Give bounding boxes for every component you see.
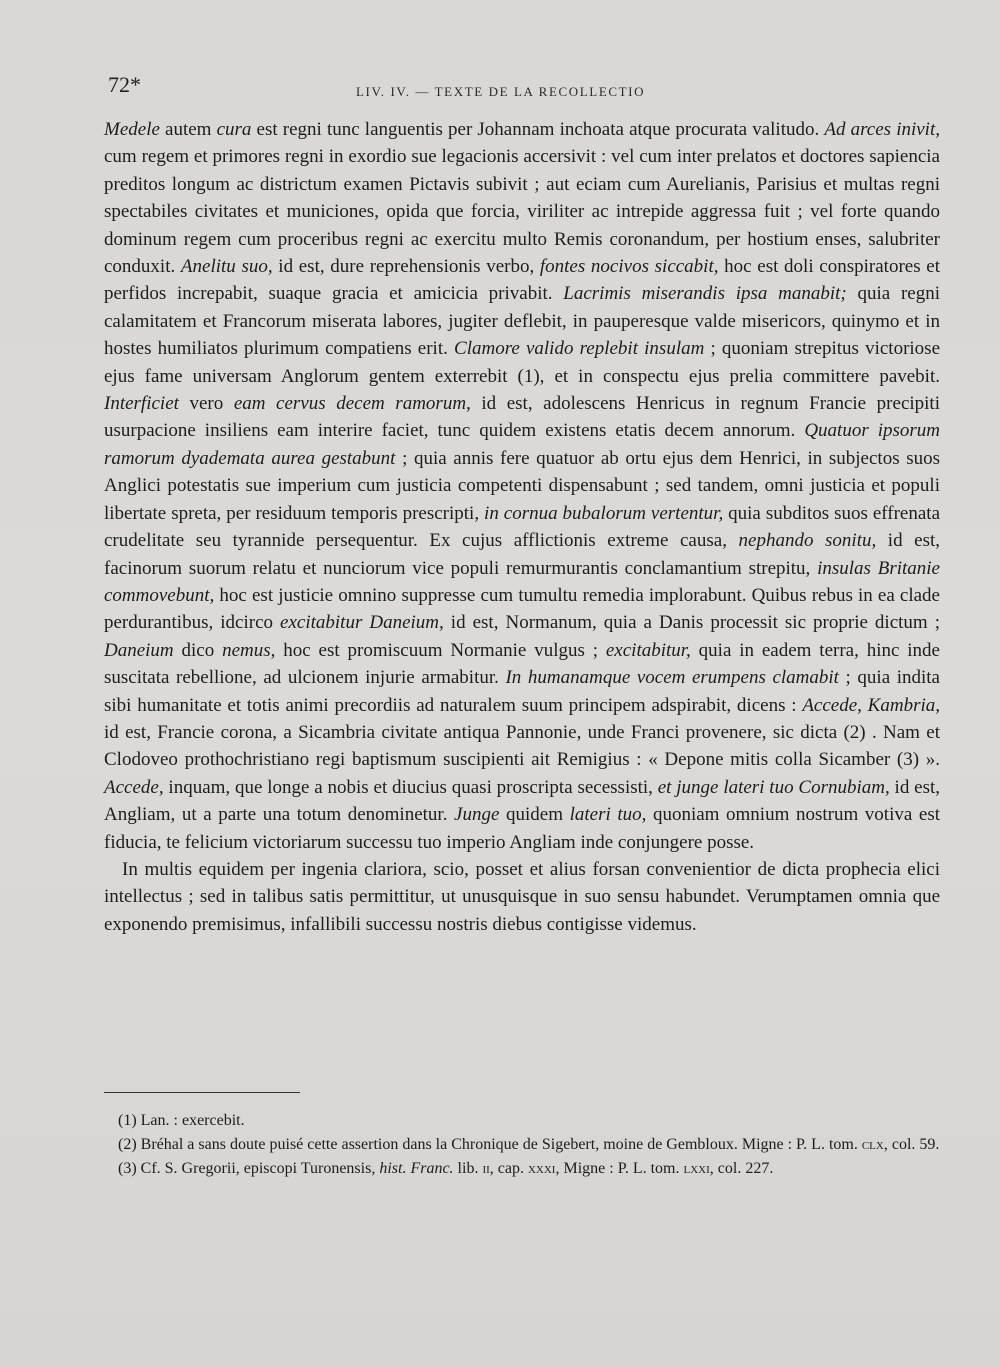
page-number: 72* xyxy=(108,72,141,97)
italic-run: Clamore valido replebit insulam xyxy=(454,338,705,360)
italic-run: Junge xyxy=(454,804,500,826)
running-title: LIV. IV. — TEXTE DE LA RECOLLECTIO xyxy=(356,84,646,99)
page-header xyxy=(108,72,940,108)
italic-run: eam cervus decem ramorum, xyxy=(233,393,471,415)
italic-run: cura xyxy=(216,119,252,140)
italic-run: excitabitur, xyxy=(605,639,691,661)
small-caps-run: ii xyxy=(482,1160,490,1177)
italic-run: Interficiet xyxy=(104,393,179,415)
footnote-1: (1) Lan. : exercebit. xyxy=(118,1112,245,1129)
italic-run: insulas Britanie commovebunt, xyxy=(104,557,940,606)
italic-run: Accede, Kambria, xyxy=(802,694,941,716)
footnote-2: (2) Bréhal a sans doute puisé cette assertion dans la Chronique de Sigebert, moine de Gembloux. Migne : P. L. tom. clx, col. 59. xyxy=(118,1136,940,1153)
italic-run: in cornua bubalorum vertentur, xyxy=(484,502,724,524)
italic-run: Accede, xyxy=(104,776,164,798)
italic-run: hist. Franc. xyxy=(379,1160,454,1177)
footnote-separator xyxy=(104,1092,300,1093)
small-caps-run: lxxi xyxy=(683,1160,710,1177)
paragraph-commentary: Medele autem cura est regni tunc languentis per Johannam inchoata atque procurata valitudo. Ad arces inivit, cum regem et primores regni in exordio sue legacionis accersivit : vel cum inter prelatos et doctores sapiencia preditos longum ac districtum examen Pictavis subivit ; aut eciam cum Aurelianis, Parisius et multas regni spectabiles civitates et municiones, opida que forcia, viriliter ac intrepide aggressa fuit ; vel forte quando dominum regem cum proceribus regni ac exercitu multo Remis coronandum, per hostium enses, salubriter conduxit. Anelitu suo, id est, dure reprehensionis verbo, fontes nocivos siccabit, hoc est doli conspiratores et perfidos increpabit, suaque gracia et amicicia privabit. Lacrimis miserandis ipsa manabit; quia regni calamitatem et Francorum miserata labores, jugiter deflebit, in pauperesque valde misericors, quinymo et in hostes humiliatos plurimum compatiens erit. Clamore valido replebit insulam ; quoniam strepitus victoriose ejus fame universam Anglorum gentem exterrebit (1), et in conspectu ejus prelia committere pavebit. Interficiet vero eam cervus decem ramorum, id est, adolescens Henricus in regnum Francie precipiti usurpacione insiliens eam interire faciet, tunc quidem existens etatis decem annorum. Quatuor ipsorum ramorum dyademata aurea gestabunt ; quia annis fere quatuor ab ortu ejus dem Henrici, in subjectos suos Anglici potestatis sue imperium cum justicia competenti dispensabunt ; sed tandem, omni justicia et populi libertate spreta, per residuum temporis prescripti, in cornua bubalorum vertentur, quia subditos suos effrenata crudelitate seu tyrannide persequentur. Ex cujus afflictionis extreme causa, nephando sonitu, id est, facinorum suorum relatu et nunciorum vice populi remurmurantis conclamantium strepitu, insulas Britanie commovebunt, hoc est justicie omnino suppresse cum tumultu remedia implorabunt. Quibus rebus in ea clade perdurantibus, idcirco excitabitur Daneium, id est, Normanum, quia a Danis processit sic proprie dictum ; Daneium dico nemus, hoc est promiscuum Normanie vulgus ; excitabitur, quia in eadem terra, hinc inde suscitata rebellione, ad ulcionem injurie armabitur. In humanamque vocem erumpens clamabit ; quia indita sibi humanitate et totis animi precordiis ad naturalem suum principem adspirabit, dicens : Accede, Kambria, id est, Francie corona, a Sicambria civitate antiqua Pannonie, unde Franci provenere, sic dicta (2) . Nam et Clodoveo prothochristiano regi baptismum suscipienti ait Remigius : « Depone mitis colla Sicamber (3) ». Accede, inquam, que longe a nobis et diucius quasi proscripta secessisti, et junge lateri tuo Cornubiam, id est, Angliam, ut a parte una totum denominetur. Junge quidem lateri tuo, quoniam omnium nostrum votiva est fiducia, te felicium victoriarum successu tuo imperio Angliam inde conjungere posse. xyxy=(104,119,941,853)
italic-run: Ad arces inivit, xyxy=(824,119,940,140)
italic-run: Anelitu suo, xyxy=(180,256,273,278)
italic-run: In humanamque vocem erumpens clamabit xyxy=(505,667,839,689)
footnote-3: (3) Cf. S. Gregorii, episcopi Turonensis, hist. Franc. lib. ii, cap. xxxi, Migne : P. L. tom. lxxi, col. 227. xyxy=(118,1160,774,1177)
italic-run: excitabitur Daneium, xyxy=(280,612,444,634)
main-text xyxy=(104,116,940,938)
italic-run: et junge lateri tuo Cornubiam, xyxy=(657,776,890,798)
italic-run: Daneium xyxy=(104,639,174,661)
small-caps-run: xxxi xyxy=(527,1160,556,1177)
italic-run: nephando sonitu, xyxy=(738,530,877,552)
italic-run: lateri tuo, xyxy=(569,804,647,826)
italic-run: fontes nocivos siccabit, xyxy=(539,256,719,278)
italic-run: nemus, xyxy=(222,639,276,661)
footnotes xyxy=(104,1110,940,1182)
small-caps-run: clx xyxy=(861,1136,884,1153)
paragraph-conclusion: In multis equidem per ingenia clariora, scio, posset et alius forsan convenientior de dicta prophecia elici intellectus ; sed in talibus satis permittitur, ut unusquisque in suo sensu habundet. Verumptamen omnia que exponendo premisimus, infallibili successu nostris diebus contigisse videmus. xyxy=(104,858,940,935)
italic-run: Medele xyxy=(104,119,160,140)
italic-run: Lacrimis miserandis ipsa manabit; xyxy=(563,283,847,305)
italic-run: Quatuor ipsorum ramorum dyademata aurea gestabunt xyxy=(104,420,940,469)
